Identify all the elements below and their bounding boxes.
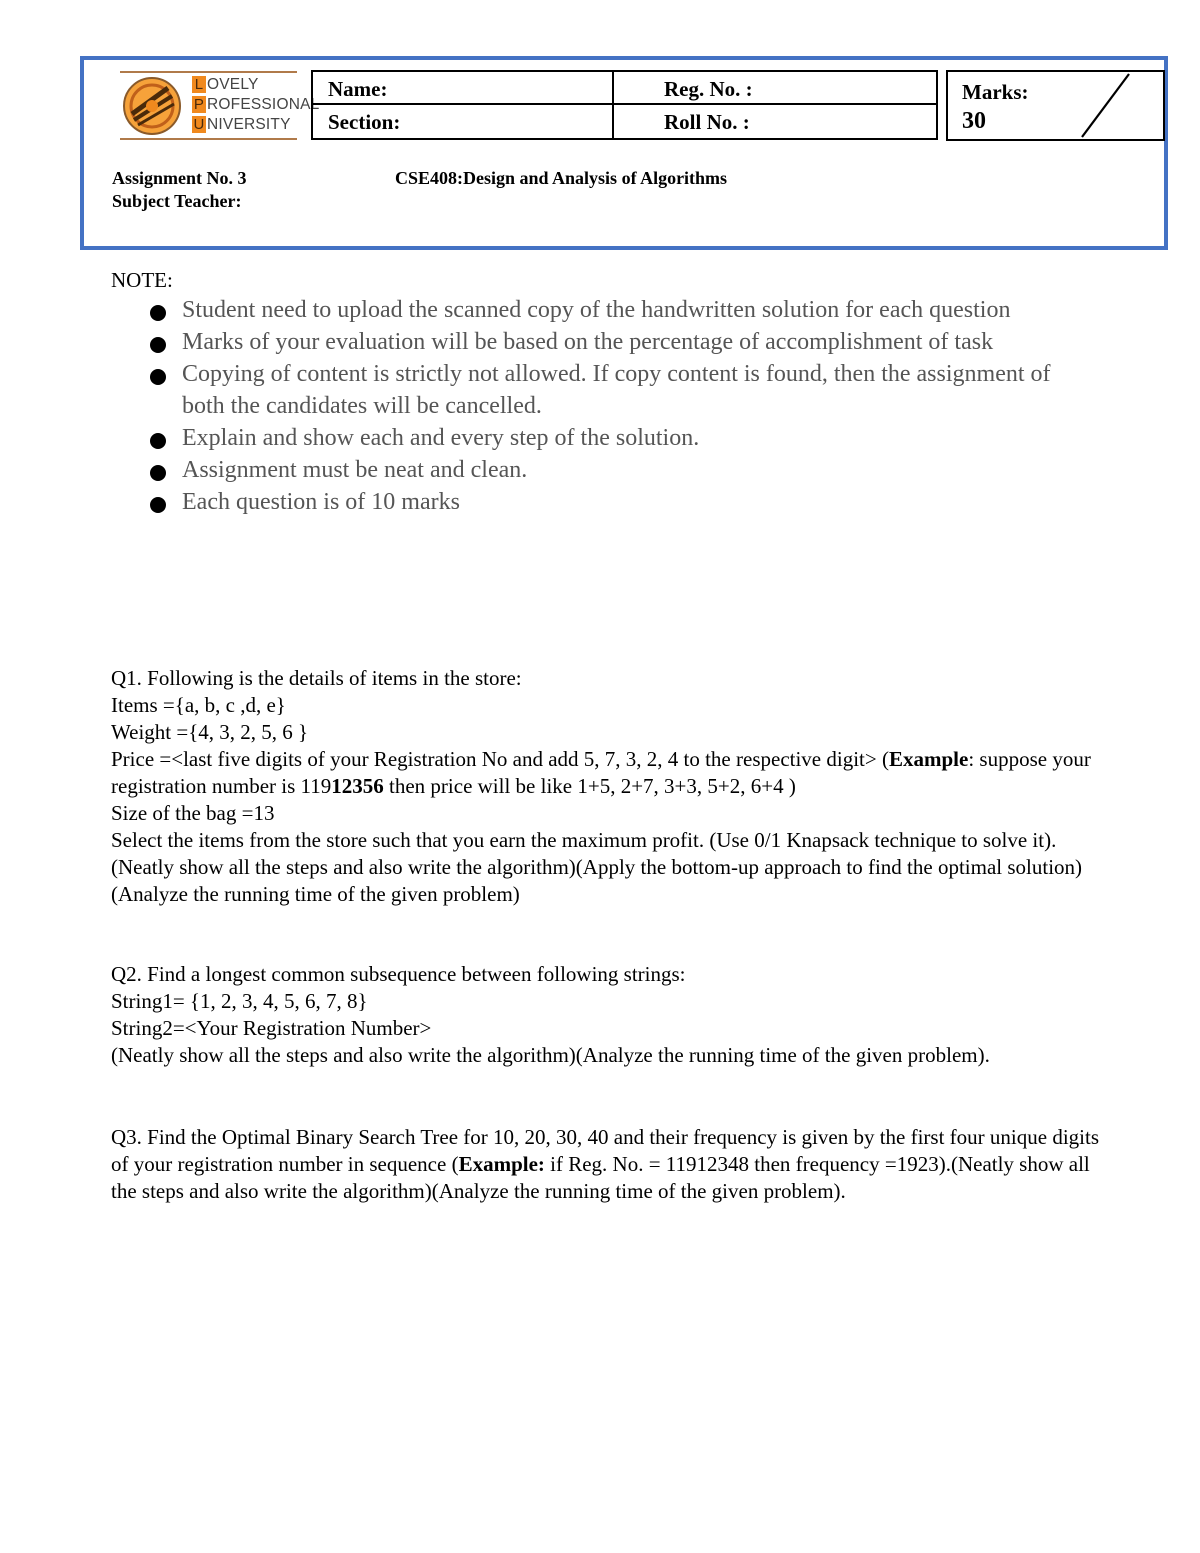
q2-string1: String1= {1, 2, 3, 4, 5, 6, 7, 8} <box>111 989 368 1013</box>
q1-intro: Q1. Following is the details of items in the store: <box>111 666 522 690</box>
q1-size: Size of the bag =13 <box>111 801 275 825</box>
course-title: CSE408:Design and Analysis of Algorithms <box>395 168 728 188</box>
q1-items: Items ={a, b, c ,d, e} <box>111 693 286 717</box>
logo-top-rule <box>120 71 297 73</box>
logo-line-3: U NIVERSITY <box>193 116 291 133</box>
question-1 <box>111 665 1101 908</box>
q1-task: Select the items from the store such that you earn the maximum profit. (Use 0/1 Knapsack technique to solve it).(Neatly show all the steps and also write the algorithm)(Apply the bottom-up approach to find the optimal solution)(Analyze the running time of the given problem) <box>111 828 1083 906</box>
subject-teacher: Subject Teacher: <box>112 191 242 211</box>
note-item: Copying of content is strictly not allowed. If copy content is found, then the assignment of both the candidates will be cancelled. <box>148 359 1068 422</box>
logo-line-2: P ROFESSIONAL <box>193 96 320 113</box>
marks-label: Marks: <box>962 80 1029 104</box>
note-item: Student need to upload the scanned copy of the handwritten solution for each question <box>148 295 1068 327</box>
note-item: Assignment must be neat and clean. <box>148 455 1068 487</box>
q2-intro: Q2. Find a longest common subsequence between following strings: <box>111 962 686 986</box>
logo-line-1: L OVELY <box>192 75 297 95</box>
note-item: Explain and show each and every step of the solution. <box>148 423 1068 455</box>
q2-string2: String2=<Your Registration Number> <box>111 1016 432 1040</box>
q2-task: (Neatly show all the steps and also write the algorithm)(Analyze the running time of the given problem). <box>111 1043 990 1067</box>
roll-no-field: Roll No. : <box>664 110 750 134</box>
note-item: Marks of your evaluation will be based on the percentage of accomplishment of task <box>148 327 1068 359</box>
university-logo <box>120 71 320 140</box>
q3-text: Q3. Find the Optimal Binary Search Tree for 10, 20, 30, 40 and their frequency is given by the first four unique digits of your registration number in sequence (Example: if Reg. No. = 11912348 then frequency =1923).(Neatly show all the steps and also write the algorithm)(Analyze the running time of the given problem). <box>111 1125 1099 1203</box>
question-3 <box>111 1124 1101 1205</box>
marks-value: 30 <box>962 108 986 134</box>
logo-wordmark <box>192 75 320 135</box>
section-field: Section: <box>313 105 614 138</box>
bullet-icon <box>150 305 166 321</box>
bullet-icon <box>150 465 166 481</box>
logo-bottom-rule <box>120 138 297 140</box>
bullet-icon <box>150 369 166 385</box>
note-list <box>148 295 1068 519</box>
bullet-icon <box>150 433 166 449</box>
q1-weight: Weight ={4, 3, 2, 5, 6 } <box>111 720 309 744</box>
name-field: Name: <box>313 72 614 105</box>
note-item: Each question is of 10 marks <box>148 487 1068 519</box>
q1-price: Price =<last five digits of your Registration No and add 5, 7, 3, 2, 4 to the respective digit> (Example: suppose your registration number is 11912356 then price will be like 1+5, 2+7, 3+3, 5+2, 6+4 ) <box>111 747 1091 798</box>
marks-box <box>946 70 1165 141</box>
question-2 <box>111 961 1101 1069</box>
bullet-icon <box>150 497 166 513</box>
reg-no-field: Reg. No. : <box>614 72 938 105</box>
logo-emblem-icon <box>122 76 182 136</box>
marks-slash-line <box>1076 72 1132 139</box>
assignment-number: Assignment No. 3 <box>112 168 247 188</box>
note-label: NOTE: <box>111 268 173 292</box>
bullet-icon <box>150 337 166 353</box>
student-info-table <box>311 70 938 140</box>
